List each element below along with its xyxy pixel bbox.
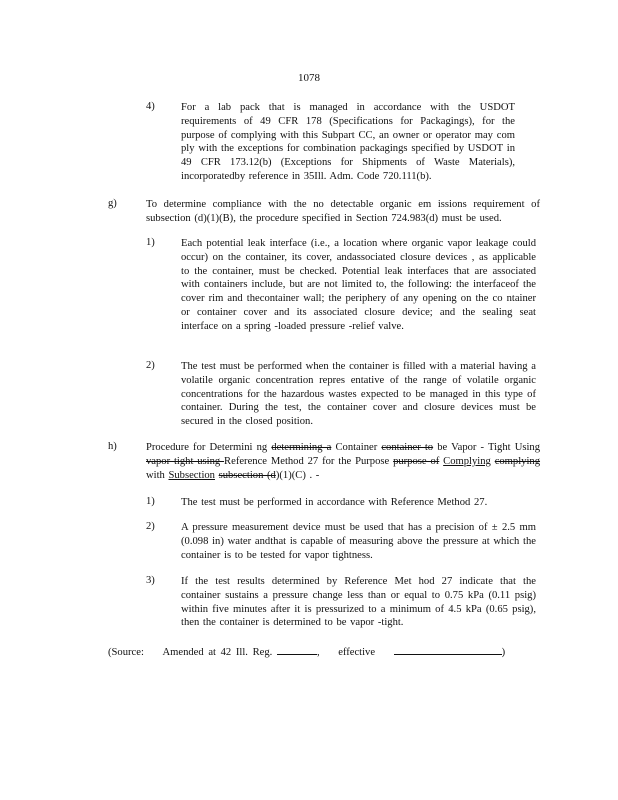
heading-seg-8: Reference Method 27 for the	[224, 455, 356, 467]
page-number: 1078	[298, 72, 320, 84]
heading-seg-9: Purpose	[355, 455, 390, 467]
heading-seg-1: Procedure for Determini	[146, 442, 253, 453]
heading-seg-4: Container	[331, 442, 382, 453]
section-h-item-3-text: If the test results determined by Reference Met hod 27 indicate that the container sustains a pressure change less than or equal to 0.75 kPa (0.11 psig) within five minutes after it is pressurized to a minimum of 4.5 kPa (0.65 psig), then the container is determined to be vapor -tight.	[181, 576, 536, 629]
section-h-item-3-label: 3)	[146, 575, 155, 586]
section-g-item-1-text: Each potential leak interface (i.e., a location where organic vapor leakage could occur) on the container, its cover, andassociated closure devices , as applicable to the container, must be checked. Potential leak interfaces that are associated with containers include, but are not limited to, the following: the interfaceof the cover rim and thecontainer wall; the periphery of any opening on the co ntainer or container cover and its associated closure device; and the sealing seat interface on a spring -loaded pressure -relief valve.	[181, 238, 536, 332]
heading-deleted-3: vapor tight using	[146, 455, 225, 467]
heading-deleted-5: complying	[494, 455, 541, 467]
source-text: Amended at 42 Ill. Reg.	[162, 647, 273, 658]
source-close: )	[501, 647, 506, 658]
section-h-heading	[146, 441, 540, 482]
section-g-text: To determine compliance with the no detectable organic em issions requirement of subsection (d)(1)(B), the procedure specified in Section 724.983(d) must be used.	[146, 199, 540, 224]
heading-seg-6: be Vapor - Tight Using	[433, 442, 541, 453]
source-comma: ,	[316, 647, 320, 658]
source-effective: effective	[338, 647, 376, 658]
item-4-label: 4)	[146, 101, 155, 112]
heading-seg-13: with	[146, 469, 169, 481]
section-h-item-1-text: The test must be performed in accordance with Reference Method 27.	[181, 497, 488, 508]
section-h-item-2-text: A pressure measurement device must be used that has a precision of ± 2.5 mm (0.098 in) water andthat is capable of measuring above the pressure at which the container is to be tested for vapor tightness.	[181, 522, 536, 561]
register-blank	[277, 644, 317, 655]
heading-seg-2: ng	[256, 442, 268, 453]
source-note	[108, 644, 548, 660]
item-4-text: For a lab pack that is managed in accordance with the USDOT requirements of 49 CFR 178 (Specifications for Packagings), for the purpose of complying with this Subpart CC, an owner or operator may com ply with the exceptions for combination packagings specified by USDOT in 49 CFR 173.12(b) (Exceptions for Shipments of Waste Materials), incorporatedby reference in 35Ill. Adm. Code 720.111(b).	[181, 102, 515, 182]
heading-deleted-1: determining a	[271, 442, 332, 453]
heading-deleted-2: container to	[381, 442, 434, 453]
section-g-item-2-label: 2)	[146, 360, 155, 371]
section-g-label: g)	[108, 198, 117, 209]
section-h-item-1-label: 1)	[146, 496, 155, 507]
heading-inserted-1: Complying	[443, 455, 491, 467]
section-h-item-2-label: 2)	[146, 521, 155, 532]
effective-date-blank	[394, 644, 502, 655]
source-open: (Source:	[108, 647, 144, 658]
section-h-label: h)	[108, 441, 117, 452]
heading-inserted-2: Subsection	[168, 469, 215, 481]
section-g-item-1-label: 1)	[146, 237, 155, 248]
heading-deleted-4: purpose of	[393, 455, 440, 467]
heading-seg-16: )(1)(C) . -	[275, 469, 320, 481]
heading-deleted-6: subsection (d	[218, 469, 276, 481]
section-g-item-2-text: The test must be performed when the container is filled with a material having a volatile organic concentration repres entative of the range of volatile organic concentrations for the hazardous wastes expected to be managed in this type of container. During the test, the container cover and closure devices must be secured in the closed position.	[181, 361, 536, 428]
